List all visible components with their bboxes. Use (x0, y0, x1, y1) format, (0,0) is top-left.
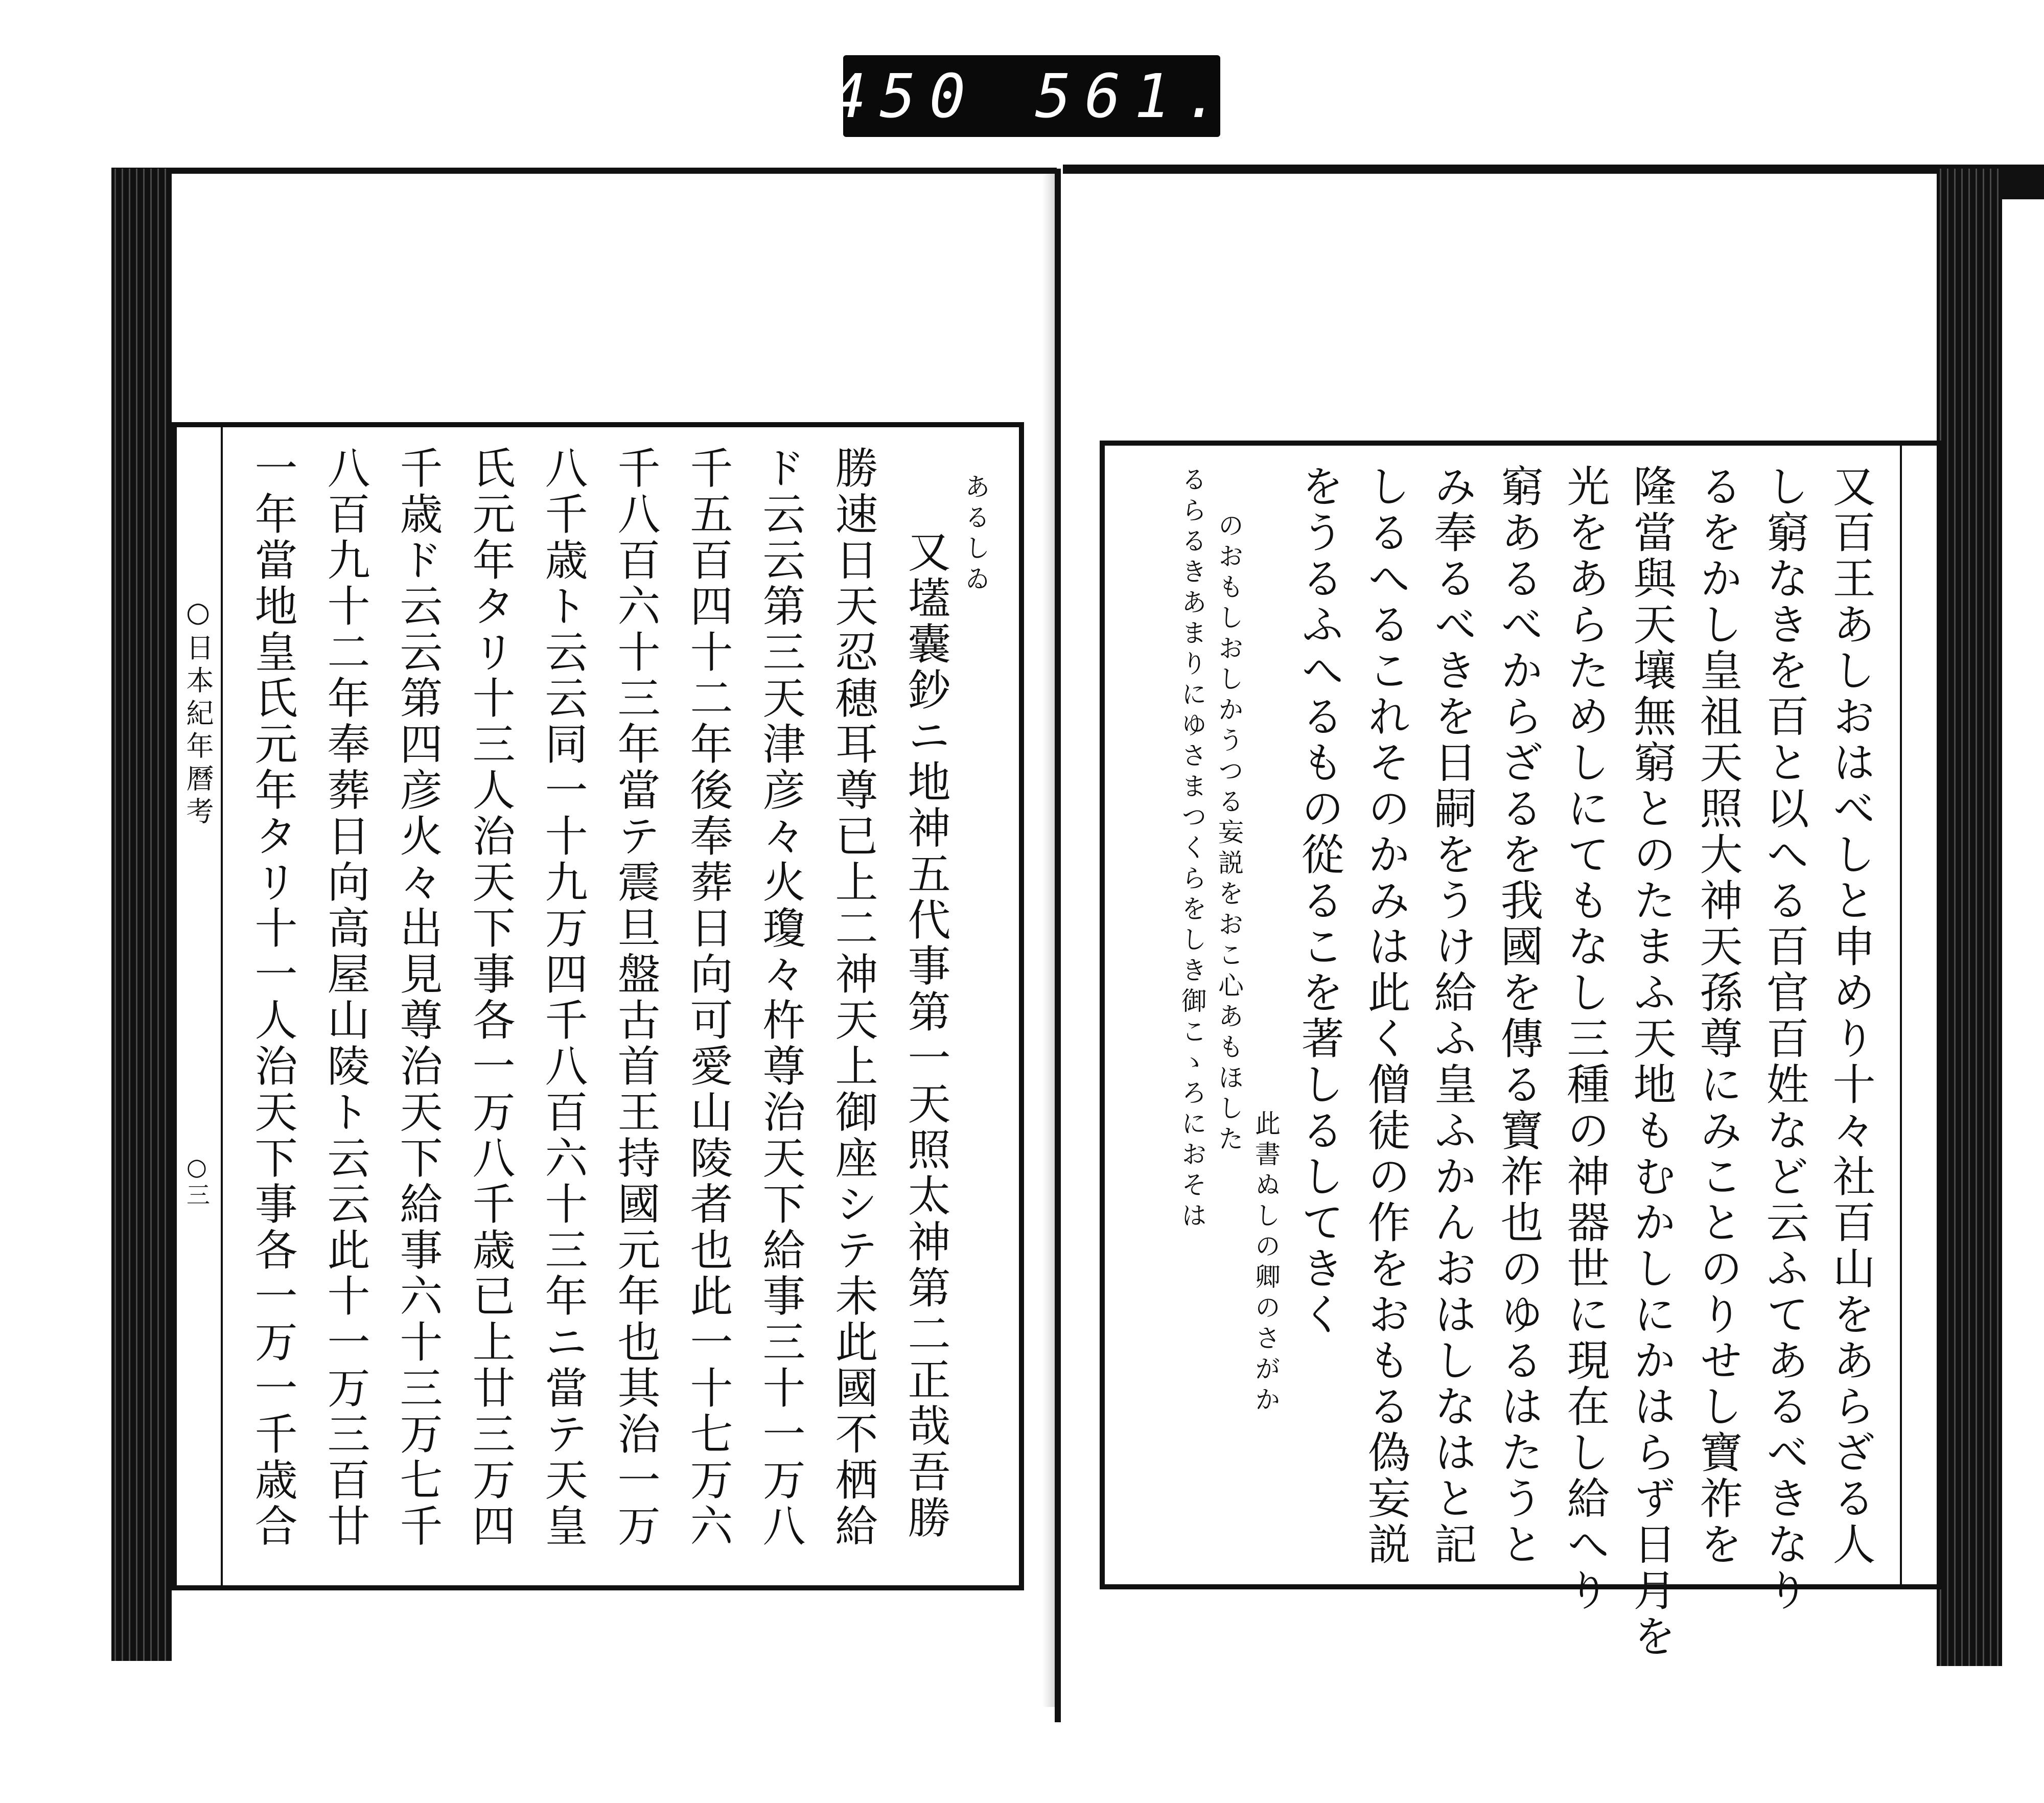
text-column-8: 千歳ド云云第四彦火々出見尊治天下給事六十三万七千 (393, 446, 443, 1550)
text-column-1: 又百王あしおはべしと申めり十々社百山をあらざる人 (1826, 464, 1876, 1568)
gutter-shadow (1042, 174, 1055, 1707)
archive-code-right: 561. (1035, 61, 1234, 131)
header-rule (221, 427, 223, 1585)
text-column-3: ド云云第三天津彦々火瓊々杵尊治天下給事三十一万八 (756, 446, 806, 1550)
right-page-stack-edge (1937, 169, 2002, 1666)
book-gutter (1055, 169, 1061, 1722)
text-column-5: 光をあらためしにてもなし三種の神器世に現在し給へり (1560, 464, 1610, 1614)
note-column-2: のおもしおしかうつる妄説をおこ心あもほした (1214, 512, 1244, 1156)
archive-code-left: 450 (830, 61, 979, 131)
book-top-edge-left (111, 168, 1057, 174)
right-page-frame (1100, 441, 1942, 1660)
text-column-9: 八百九十二年奉葬日向高屋山陵ト云云此十一万三百廿 (320, 446, 370, 1550)
book-top-edge-right (1063, 165, 2044, 174)
text-column-10: 一年當地皇氏元年タリ十一人治天下事各一万一千歳合 (248, 446, 298, 1550)
text-column-3: るをかし皇祖天照大神天孫尊にみことのりせし寶祚を (1693, 464, 1743, 1568)
running-header: ○日本紀年曆考 (182, 596, 214, 829)
text-column-7: 氏元年タリ十三人治天下事各一万八千歳已上廿三万四 (466, 446, 516, 1550)
text-column-2: し窮なきを百と以へる百官百姓など云ふてあるべきなり (1759, 464, 1809, 1614)
text-column-2: 勝速日天忍穂耳尊已上二神天上御座シテ未此國不栖給 (828, 446, 878, 1550)
archive-label (830, 55, 1234, 137)
text-column-4: 千五百四十二年後奉葬日向可愛山陵者也此一十七万六 (683, 446, 733, 1550)
book-corner-tab (2002, 169, 2044, 199)
note-column-3: るらるきあまりにゆさまつくらをしき御こゝろにおそは (1177, 466, 1207, 1233)
marginal-annotation: あるしゐ (961, 473, 990, 596)
note-column-1: 此書ぬしの卿のさがか (1251, 1110, 1281, 1417)
text-column-9: をうるふへるもの從るこを著しるしてきく (1294, 464, 1344, 1338)
left-page-stack-edge (111, 169, 172, 1661)
text-column-1: 又壒囊鈔ニ地神五代事第一天照太神第二正哉吾勝 (901, 529, 951, 1541)
text-column-4: 隆當與天壤無窮とのたまふ天地もむかしにかはらず日月を (1627, 464, 1677, 1660)
text-column-5: 千八百六十三年當テ震旦盤古首王持國元年也其治一万 (611, 446, 661, 1550)
text-column-6: 窮あるべからざるを我國を傳る寶祚也のゆるはたうと (1494, 464, 1544, 1568)
text-column-8: しるへるこれそのかみは此く僧徒の作をおもる偽妄説 (1361, 464, 1411, 1568)
text-column-7: み奉るべきを日嗣をうけ給ふ皇ふかんおはしなはと記 (1427, 464, 1477, 1568)
left-page-frame (172, 422, 1024, 1590)
text-column-6: 八千歳ト云云同一十九万四千八百六十三年ニ當テ天皇 (538, 446, 588, 1550)
folio-number: ○三 (183, 1153, 211, 1208)
margin-rule (1900, 446, 1902, 1584)
